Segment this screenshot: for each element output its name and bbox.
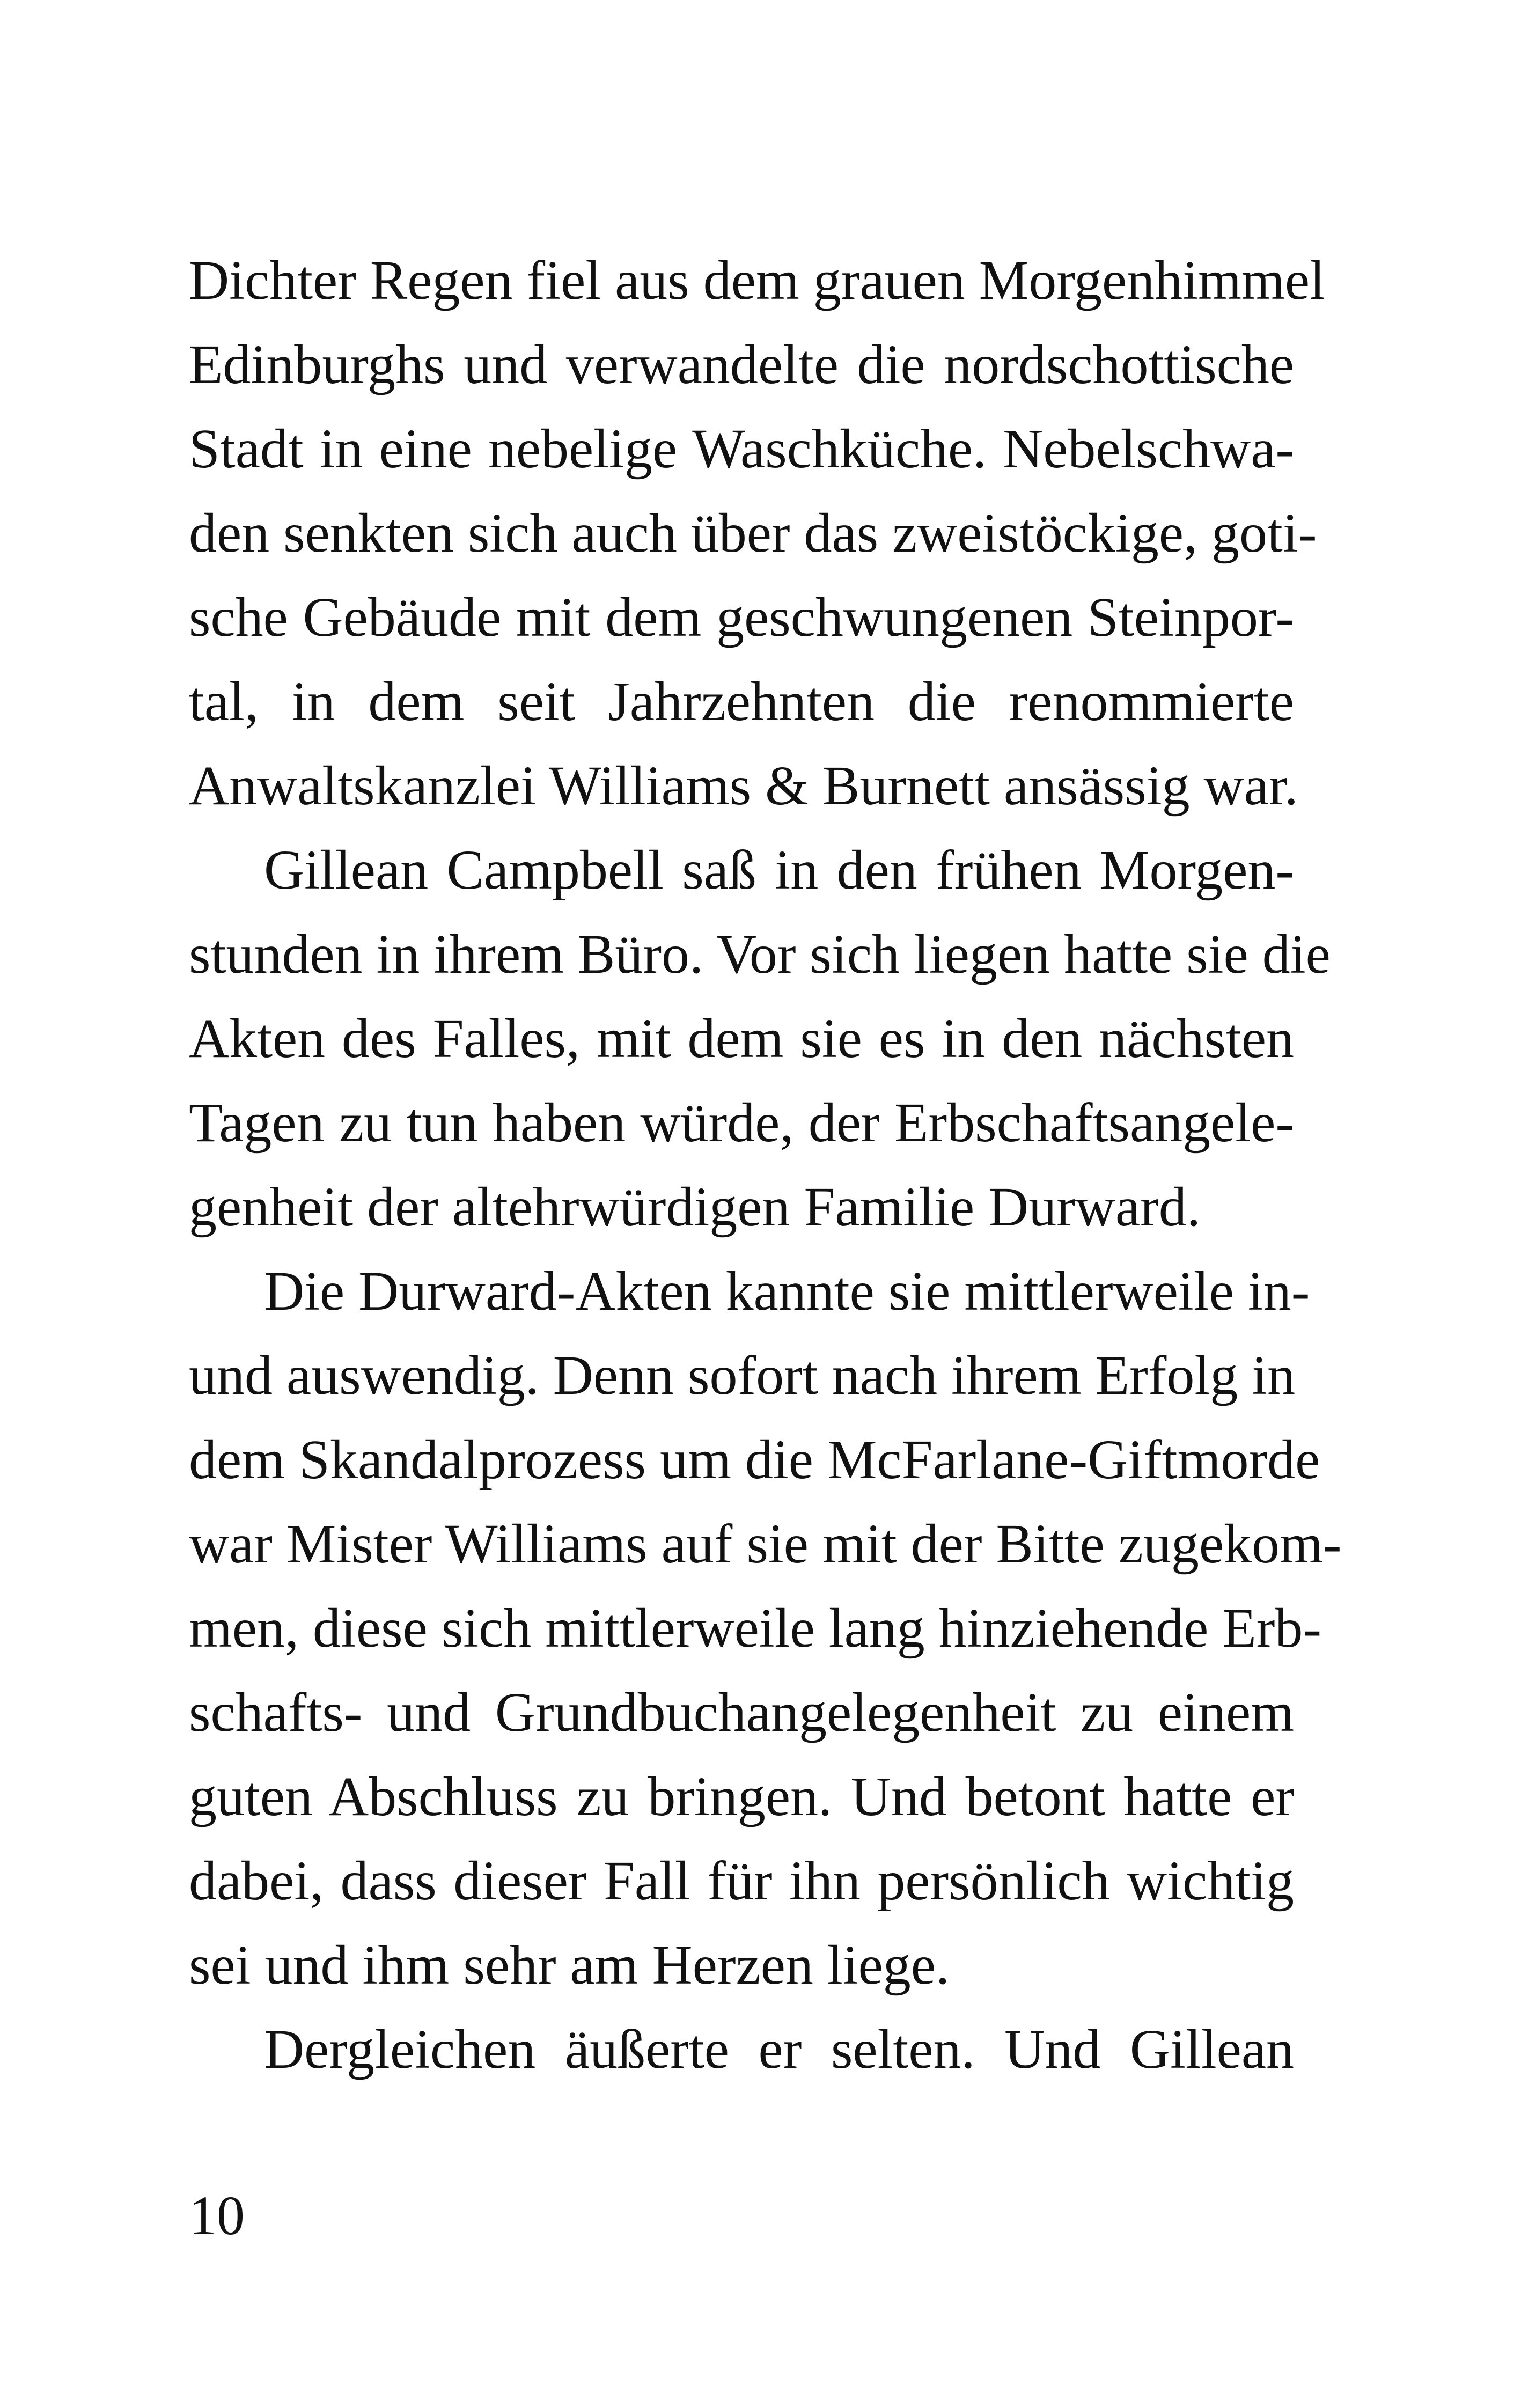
text-line: sei und ihm sehr am Herzen liege. <box>189 1934 950 1996</box>
text-line: dem Skandalprozess um die McFarlane-Giftmorde <box>189 1429 1320 1491</box>
text-line: Stadt in eine nebelige Waschküche. Nebelschwa- <box>189 418 1294 480</box>
body-text <box>189 238 1342 2091</box>
text-line: dabei, dass dieser Fall für ihn persönlich wichtig <box>189 1850 1294 1912</box>
text-line: Dergleichen äußerte er selten. Und Gillean <box>264 2018 1294 2080</box>
text-line: Dichter Regen fiel aus dem grauen Morgenhimmel <box>189 249 1325 311</box>
text-line: Tagen zu tun haben würde, der Erbschaftsangele- <box>189 1092 1294 1154</box>
text-line: den senkten sich auch über das zweistöckige, goti- <box>189 502 1317 564</box>
text-line: Akten des Falles, mit dem sie es in den nächsten <box>189 1008 1294 1069</box>
text-line: men, diese sich mittlerweile lang hinziehende Erb- <box>189 1597 1322 1659</box>
text-line: guten Abschluss zu bringen. Und betont hatte er <box>189 1766 1294 1827</box>
text-line: war Mister Williams auf sie mit der Bitte zugekom- <box>189 1513 1342 1575</box>
text-line: tal, in dem seit Jahrzehnten die renommierte <box>189 671 1294 732</box>
text-line: Die Durward-Akten kannte sie mittlerweile in- <box>264 1260 1310 1322</box>
text-line: genheit der altehrwürdigen Familie Durward. <box>189 1176 1201 1238</box>
text-line: stunden in ihrem Büro. Vor sich liegen hatte sie die <box>189 923 1331 985</box>
text-line: Anwaltskanzlei Williams & Burnett ansässig war. <box>189 755 1298 817</box>
page-number: 10 <box>189 2185 245 2247</box>
text-line: Edinburghs und verwandelte die nordschottische <box>189 334 1294 395</box>
text-line: Gillean Campbell saß in den frühen Morgen- <box>264 839 1294 901</box>
text-line: sche Gebäude mit dem geschwungenen Steinpor- <box>189 586 1294 648</box>
text-line: und auswendig. Denn sofort nach ihrem Erfolg in <box>189 1345 1296 1406</box>
text-line: schafts- und Grundbuchangelegenheit zu einem <box>189 1682 1294 1743</box>
